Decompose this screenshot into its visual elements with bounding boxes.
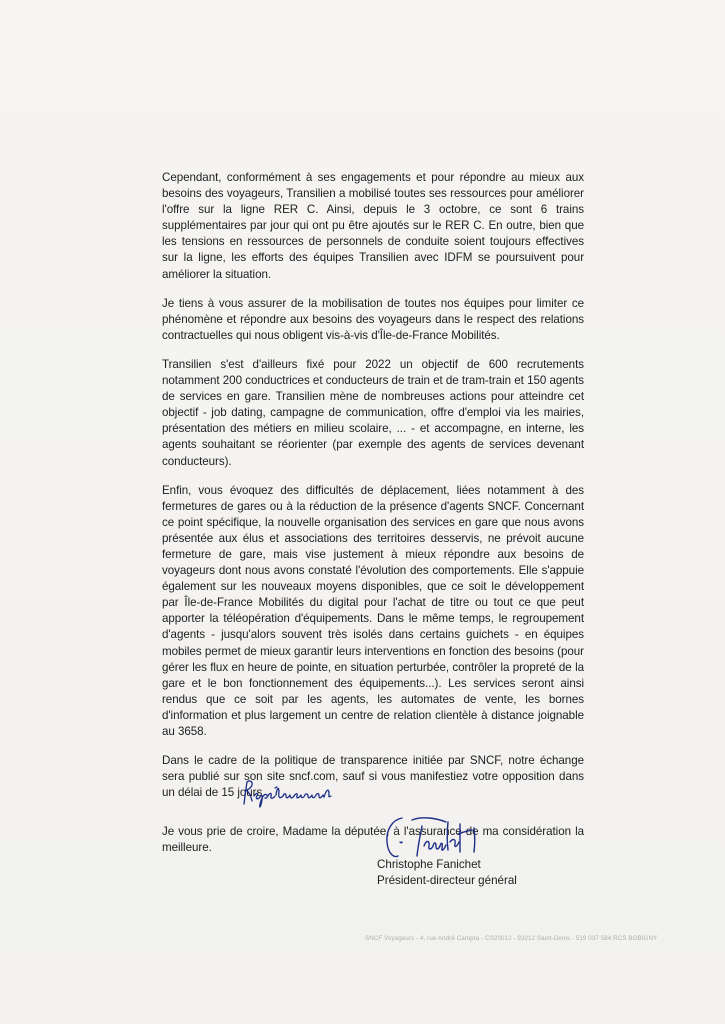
signer-title: Président-directeur général bbox=[377, 874, 517, 887]
paragraph-mobilisation: Je tiens à vous assurer de la mobilisation de toutes nos équipes pour limiter ce phénomène et répondre aux besoins des voyageurs dans le respect des relations contractuelles qui nous obligent vis-à-vis d'Île-de-France Mobilités. bbox=[162, 296, 584, 342]
closing-formula: Je vous prie de croire, Madame la députée, à l'assurance de ma considération la meilleure. bbox=[162, 825, 584, 855]
letter-body bbox=[162, 170, 584, 870]
signer-name: Christophe Fanichet bbox=[377, 858, 481, 871]
letterhead-footer: SNCF Voyageurs - 4, rue André Campra - CS20012 - 93212 Saint-Denis - 519 037 584 RCS BOBIGNY bbox=[365, 935, 658, 942]
paragraph-recruitment: Transilien s'est d'ailleurs fixé pour 2022 un objectif de 600 recrutements notamment 200 conductrices et conducteurs de train et de tram-train et 150 agents de services en gare. Transilien mène de nombreuses actions pour atteindre cet objectif - job dating, campagne de communication, offre d'emploi via les mairies, présentation des métiers en milieu scolaire, ... - et accompagne, en interne, les agents souhaitant se réorienter (par exemple des agents de services devenant conducteurs). bbox=[162, 357, 584, 468]
handwritten-note bbox=[240, 774, 340, 814]
paragraph-rer-c-offer: Cependant, conformément à ses engagements et pour répondre au mieux aux besoins des voyageurs, Transilien a mobilisé toutes ses ressources pour améliorer l'offre sur la ligne RER C. Ainsi, depuis le 3 octobre, ce sont 6 trains supplémentaires par jour qui ont pu être ajoutés sur le RER C. En outre, bien que les tensions en ressources de personnels de conduite soient toujours effectives sur la ligne, les efforts des équipes Transilien avec IDFM se poursuivent pour améliorer la situation. bbox=[162, 171, 584, 281]
paragraph-station-services: Enfin, vous évoquez des difficultés de déplacement, liées notamment à des fermetures de gares ou à la réduction de la présence d'agents SNCF. Concernant ce point spécifique, la nouvelle organisation des services en gare que nous avons présentée aux élus et associations des territoires desservis, ne prévoit aucune fermeture de gare, mais vise justement à mieux répondre aux besoins de voyageurs dont nous avons constaté l'évolution des comportements. Elle s'appuie également sur les nouveaux moyens disponibles, que ce soit le développement par Île-de-France Mobilités du digital pour l'achat de titre ou tout ce que peut apporter la téléopération d'équipements. Dans le même temps, le regroupement d'agents - jusqu'alors souvent très isolés dans certains guichets - en équipes mobiles permet de mieux garantir leurs interventions en fonction des besoins (pour gérer les flux en heure de pointe, en situation perturbée, contrôler la propreté de la gare et le bon fonctionnement des équipements...). Les services seront ainsi rendus que ce soit par les agents, les automates de vente, les bornes d'information et plus largement un centre de relation clientèle à distance joignable au 3658. bbox=[162, 483, 584, 738]
signer-block bbox=[377, 857, 517, 889]
paragraph-transparency: Dans le cadre de la politique de transparence initiée par SNCF, notre échange sera publié sur son site sncf.com, sauf si vous manifestiez votre opposition dans un délai de 15 jours. bbox=[162, 754, 584, 800]
